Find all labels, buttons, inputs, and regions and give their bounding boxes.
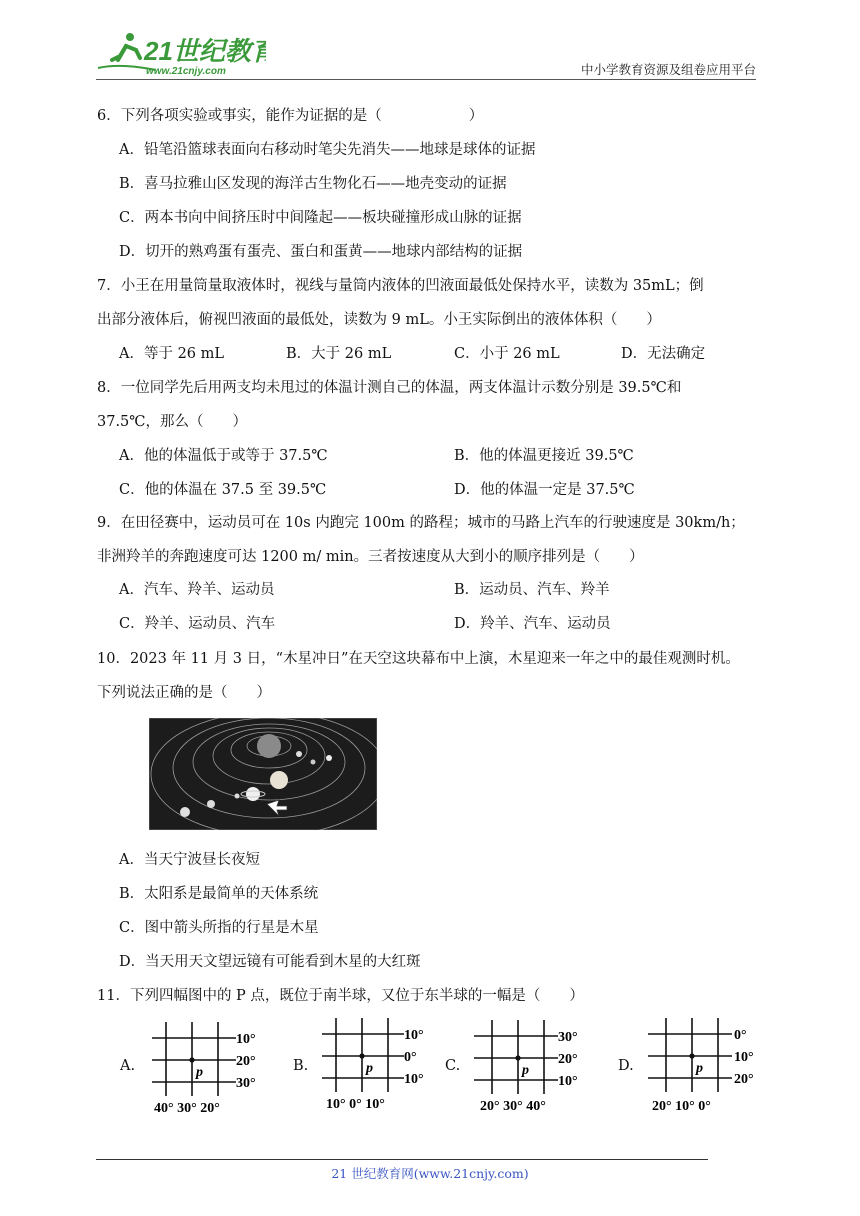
target-planet-icon [246, 787, 260, 801]
point-label: p [522, 1063, 529, 1078]
q11-option-a-grid [148, 1020, 273, 1122]
sun-icon [257, 734, 281, 758]
q10-option-c: C．图中箭头所指的行星是木星 [119, 920, 319, 936]
lat-label-2: 10° [734, 1050, 754, 1065]
lat-label-2: 0° [404, 1050, 417, 1065]
q10-stem-line1: 10．2023 年 11 月 3 日，“木星冲日”在天空这块幕布中上演，木星迎来一年之中的最佳观测时机。 [97, 651, 740, 667]
q7-option-b: B．大于 26 mL [286, 346, 392, 362]
q8-option-a: A．他的体温低于或等于 37.5℃ [119, 448, 328, 464]
q8-stem-line2: 37.5℃，那么（ ） [97, 414, 248, 430]
q7-stem-line1: 7．小王在用量筒量取液体时，视线与量筒内液体的凹液面最低处保持水平，读数为 35mL；倒 [97, 278, 704, 294]
q11-option-a-letter: A. [120, 1058, 136, 1074]
header-platform-text: 中小学教育资源及组卷应用平台 [580, 62, 756, 77]
lat-label-3: 30° [236, 1076, 256, 1091]
lat-label-1: 30° [558, 1030, 578, 1045]
q9-option-b: B．运动员、汽车、羚羊 [454, 582, 610, 598]
lat-label-3: 20° [734, 1072, 754, 1087]
header-divider [96, 79, 756, 80]
q10-option-d: D．当天用天文望远镜有可能看到木星的大红斑 [119, 954, 421, 970]
q11-option-d-letter: D. [618, 1058, 634, 1074]
q11-option-b-grid [320, 1014, 440, 1116]
lon-labels: 20° 10° 0° [652, 1099, 711, 1114]
q8-option-c: C．他的体温在 37.5 至 39.5℃ [119, 482, 327, 498]
q9-stem-line1: 9．在田径赛中，运动员可在 10s 内跑完 100m 的路程；城市的马路上汽车的行驶速度是 30km/h； [97, 515, 745, 531]
lat-label-3: 10° [558, 1074, 578, 1089]
q6-stem: 6．下列各项实验或事实，能作为证据的是（ ） [97, 108, 484, 124]
q7-option-d: D．无法确定 [621, 346, 706, 362]
footer-divider [96, 1159, 708, 1160]
jupiter-icon [270, 771, 288, 789]
point-label: p [366, 1061, 373, 1076]
lon-labels: 10° 0° 10° [326, 1097, 385, 1112]
q10-stem-line2: 下列说法正确的是（ ） [97, 685, 271, 701]
q11-option-d-grid [646, 1014, 771, 1118]
q9-option-a: A．汽车、羚羊、运动员 [119, 582, 275, 598]
q9-stem-line2: 非洲羚羊的奔跑速度可达 1200 m/ min。三者按速度从大到小的顺序排列是（ ） [97, 549, 644, 565]
q10-option-b: B．太阳系是最简单的天体系统 [119, 886, 319, 902]
lat-label-1: 10° [236, 1032, 256, 1047]
site-logo [96, 30, 266, 80]
q8-option-b: B．他的体温更接近 39.5℃ [454, 448, 634, 464]
point-label: p [696, 1061, 703, 1076]
q7-stem-line2: 出部分液体后，俯视凹液面的最低处，读数为 9 mL。小王实际倒出的液体体积（ ） [97, 312, 661, 328]
lon-labels: 20° 30° 40° [480, 1099, 546, 1114]
q11-option-c-letter: C. [445, 1058, 461, 1074]
footer-site-link[interactable]: 21 世纪教育网(www.21cnjy.com) [331, 1166, 529, 1181]
q11-option-c-grid [472, 1016, 597, 1118]
q10-option-a: A．当天宁波昼长夜短 [119, 852, 260, 868]
q7-option-c: C．小于 26 mL [454, 346, 560, 362]
q9-option-c: C．羚羊、运动员、汽车 [119, 616, 276, 632]
lat-label-3: 10° [404, 1072, 424, 1087]
point-label: p [196, 1065, 203, 1080]
q6-option-d: D．切开的熟鸡蛋有蛋壳、蛋白和蛋黄——地球内部结构的证据 [119, 244, 523, 260]
lon-labels: 40° 30° 20° [154, 1101, 220, 1116]
q9-option-d: D．羚羊、汽车、运动员 [454, 616, 611, 632]
q7-option-a: A．等于 26 mL [119, 346, 225, 362]
logo-text: 21世纪教育 [144, 36, 266, 66]
lat-label-1: 0° [734, 1028, 747, 1043]
q6-option-c: C．两本书向中间挤压时中间隆起——板块碰撞形成山脉的证据 [119, 210, 522, 226]
lat-label-2: 20° [236, 1054, 256, 1069]
solar-system-image [149, 718, 377, 830]
lat-label-1: 10° [404, 1028, 424, 1043]
logo-url: www.21cnjy.com [146, 66, 226, 77]
q11-option-b-letter: B. [293, 1058, 309, 1074]
q8-stem-line1: 8．一位同学先后用两支均未甩过的体温计测自己的体温，两支体温计示数分别是 39.5℃和 [97, 380, 682, 396]
q6-option-a: A．铅笔沿篮球表面向右移动时笔尖先消失——地球是球体的证据 [119, 142, 536, 158]
lat-label-2: 20° [558, 1052, 578, 1067]
q8-option-d: D．他的体温一定是 37.5℃ [454, 482, 635, 498]
q11-stem: 11．下列四幅图中的 P 点，既位于南半球，又位于东半球的一幅是（ ） [97, 988, 584, 1004]
q6-option-b: B．喜马拉雅山区发现的海洋古生物化石——地壳变动的证据 [119, 176, 507, 192]
